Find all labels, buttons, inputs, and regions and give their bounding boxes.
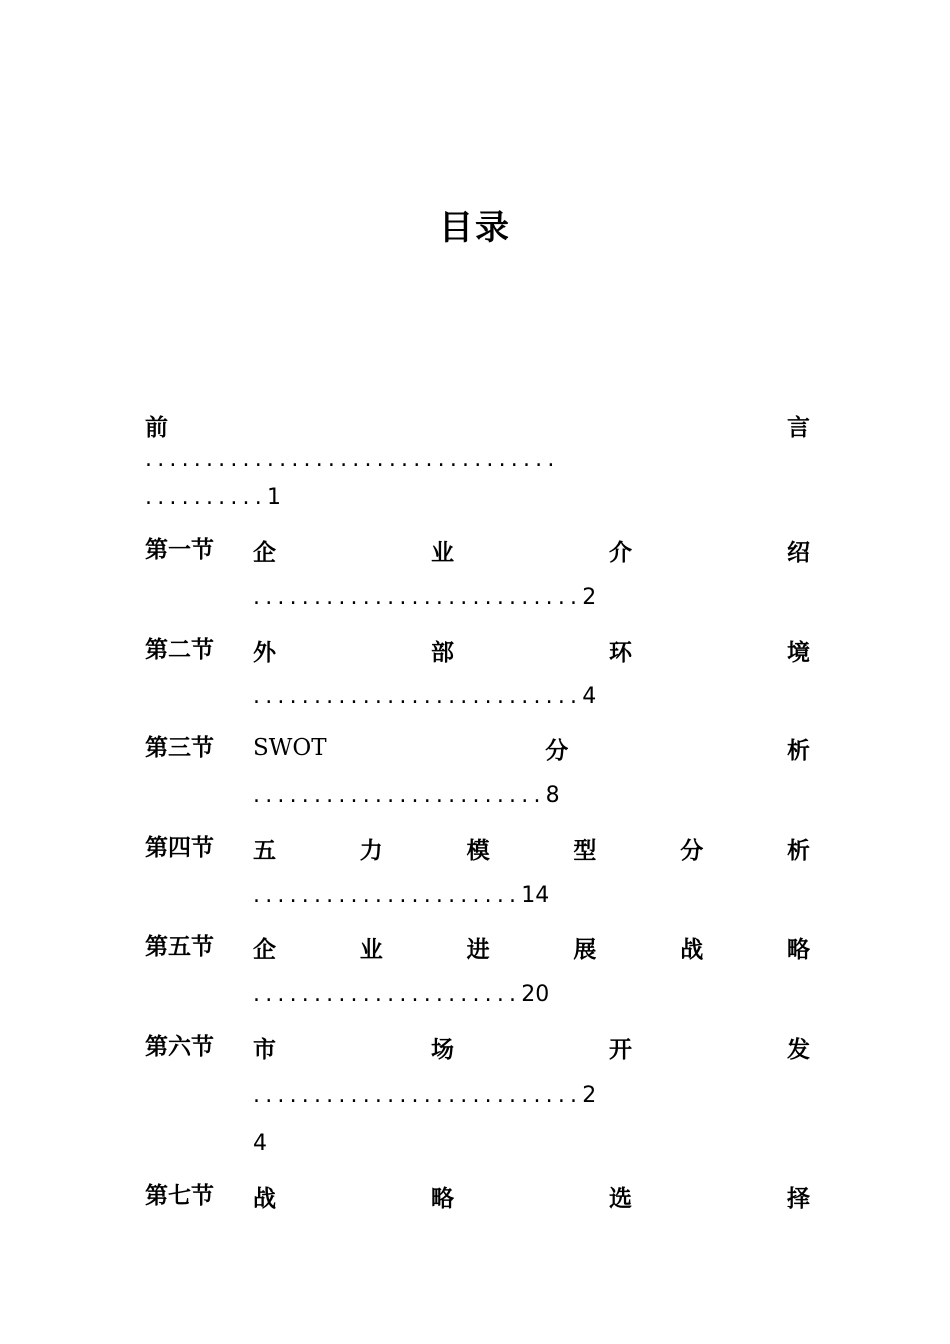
toc-entry-section-3[interactable] <box>145 728 810 768</box>
toc-leader: ........................... <box>253 1083 583 1108</box>
toc-char: 战 <box>680 935 704 963</box>
toc-char: 分 <box>680 836 704 864</box>
toc-char: 型 <box>573 836 597 864</box>
toc-char: 择 <box>787 1184 810 1212</box>
toc-entry-section-5[interactable] <box>145 927 810 967</box>
toc-leader: ...................... <box>253 982 522 1007</box>
toc-char: 析 <box>787 736 810 764</box>
toc-section-label: 第四节 <box>145 834 214 861</box>
toc-entry-section-1[interactable] <box>145 530 810 570</box>
toc-page-number: 4 <box>253 1131 267 1156</box>
toc-leader: ........................... <box>253 585 583 610</box>
toc-char: 部 <box>431 638 454 666</box>
toc-entry-title <box>253 630 810 670</box>
toc-section-label: 第七节 <box>145 1182 214 1209</box>
toc-char: 进 <box>466 935 490 963</box>
toc-leader-with-page <box>253 578 596 618</box>
toc-leader: ...................... <box>253 883 522 908</box>
toc-char: 绍 <box>787 538 810 566</box>
toc-char: 略 <box>431 1184 454 1212</box>
toc-char: 境 <box>787 638 810 666</box>
toc-char: 业 <box>359 935 383 963</box>
toc-section-label: 第二节 <box>145 636 214 663</box>
toc-leader-with-page <box>253 776 560 816</box>
toc-char: 战 <box>253 1184 276 1212</box>
toc-char: 析 <box>786 836 810 864</box>
toc-char: 言 <box>787 413 810 441</box>
toc-leader-with-page <box>253 876 549 916</box>
toc-char: 环 <box>609 638 632 666</box>
toc-char: 力 <box>359 836 383 864</box>
toc-page-number: 14 <box>521 883 550 908</box>
toc-page-number: 8 <box>545 783 560 808</box>
toc-char: 发 <box>787 1035 810 1063</box>
toc-entry-section-7[interactable] <box>145 1176 810 1216</box>
toc-leader: ........................ <box>253 783 546 808</box>
toc-entry-title <box>253 927 810 967</box>
toc-char: 市 <box>253 1035 276 1063</box>
toc-char: SWOT <box>253 735 327 761</box>
toc-char: 开 <box>609 1035 632 1063</box>
toc-entry-title <box>253 1176 810 1216</box>
toc-entry-section-2[interactable] <box>145 630 810 670</box>
toc-leader-with-page <box>253 1076 596 1116</box>
toc-char: 介 <box>609 538 632 566</box>
toc-leader: .......... <box>145 485 267 510</box>
toc-leader: ........................... <box>253 684 583 709</box>
toc-leader-with-page <box>145 478 281 518</box>
toc-char: 分 <box>545 736 569 764</box>
toc-char: 业 <box>431 538 454 566</box>
toc-page-number: 20 <box>521 982 550 1007</box>
toc-page-number-wrap <box>253 1124 267 1164</box>
toc-char: 略 <box>786 935 810 963</box>
toc-page-number: 2 <box>582 585 597 610</box>
toc-char: 模 <box>466 836 490 864</box>
toc-entry-section-4[interactable] <box>145 828 810 868</box>
toc-section-label: 第一节 <box>145 536 214 563</box>
toc-entry-section-6[interactable] <box>145 1027 810 1067</box>
toc-page-number: 4 <box>582 684 597 709</box>
toc-leader-with-page <box>253 975 549 1015</box>
toc-leader: .................................. <box>145 447 560 472</box>
toc-entry-title <box>253 828 810 868</box>
toc-leader-with-page <box>253 677 596 717</box>
toc-page-number: 2 <box>582 1083 597 1108</box>
toc-char: 展 <box>573 935 597 963</box>
toc-section-label: 第六节 <box>145 1033 214 1060</box>
toc-section-label: 第三节 <box>145 734 214 761</box>
toc-entry-title <box>253 1027 810 1067</box>
toc-char: 五 <box>253 836 276 864</box>
toc-char: 企 <box>253 935 276 963</box>
toc-char: 场 <box>431 1035 454 1063</box>
page-title: 目录 <box>439 208 511 248</box>
toc-entry-title <box>253 530 810 570</box>
toc-entry-preface[interactable] <box>145 405 810 445</box>
toc-entry-title <box>253 728 810 768</box>
toc-char: 选 <box>609 1184 632 1212</box>
toc-page-number: 1 <box>266 485 281 510</box>
toc-char: 前 <box>145 413 168 441</box>
toc-section-label: 第五节 <box>145 933 214 960</box>
toc-char: 企 <box>253 538 276 566</box>
toc-char: 外 <box>253 638 276 666</box>
toc-entry-title <box>145 405 810 445</box>
